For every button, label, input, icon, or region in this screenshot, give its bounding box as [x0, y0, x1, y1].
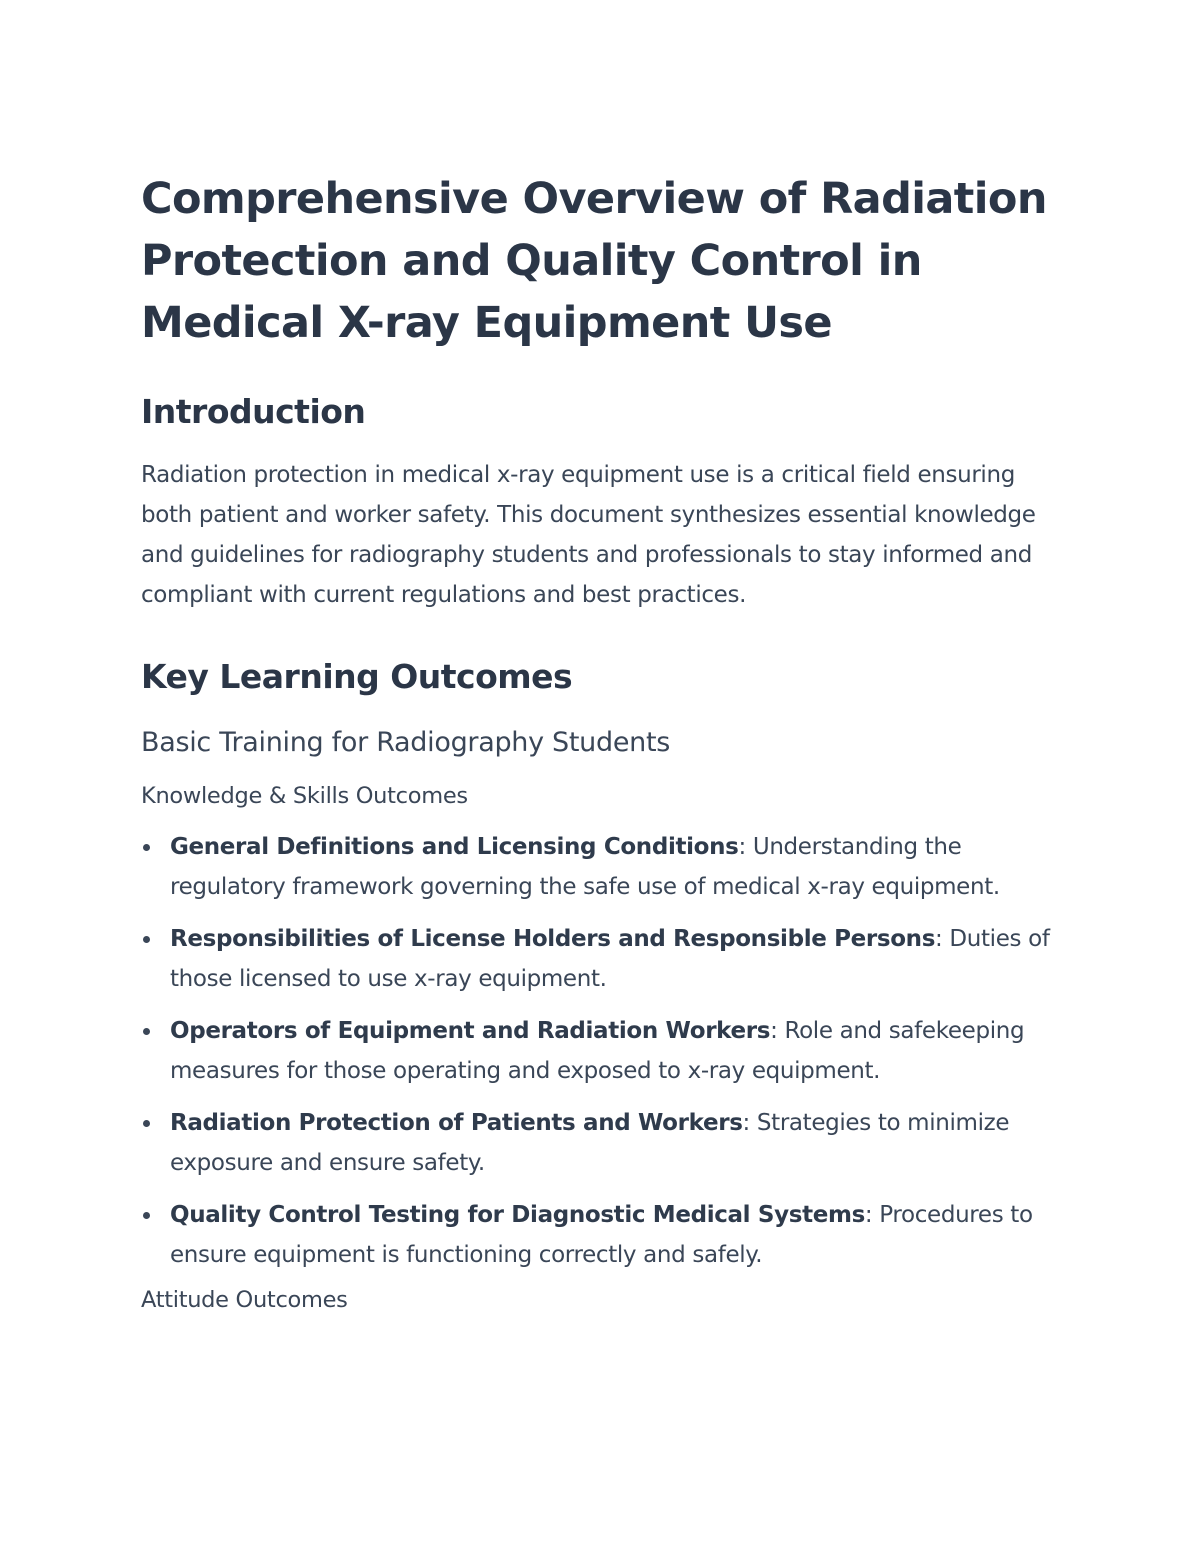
knowledge-skills-list — [141, 827, 1061, 1275]
list-item-term: Operators of Equipment and Radiation Workers — [170, 1018, 771, 1044]
list-item-term: Quality Control Testing for Diagnostic Medical Systems — [170, 1202, 865, 1228]
list-item-description: : Understanding the regulatory framework governing the safe use of medical x-ray equipment. — [170, 834, 1000, 900]
document-page — [141, 168, 1061, 1315]
list-item — [141, 919, 1061, 999]
list-item-description: : Duties of those licensed to use x-ray equipment. — [170, 926, 1050, 992]
list-item — [141, 827, 1061, 907]
list-item — [141, 1195, 1061, 1275]
list-item-description: : Strategies to minimize exposure and ensure safety. — [170, 1110, 1010, 1176]
basic-training-heading: Basic Training for Radiography Students — [141, 727, 671, 758]
knowledge-skills-heading: Knowledge & Skills Outcomes — [141, 783, 468, 809]
bullet-icon — [143, 1212, 150, 1219]
list-item-term: General Definitions and Licensing Conditions — [170, 834, 739, 860]
list-item-description: : Procedures to ensure equipment is functioning correctly and safely. — [170, 1202, 1033, 1268]
list-item — [141, 1011, 1061, 1091]
introduction-paragraph: Radiation protection in medical x-ray equipment use is a critical field ensuring both patient and worker safety. This document synthesizes essential knowledge and guidelines for radiography students and professionals to stay informed and compliant with current regulations and best practices. — [141, 462, 1036, 608]
attitude-heading: Attitude Outcomes — [141, 1287, 348, 1313]
bullet-icon — [143, 1028, 150, 1035]
bullet-icon — [143, 844, 150, 851]
key-learning-heading: Key Learning Outcomes — [141, 657, 573, 696]
list-item-term: Radiation Protection of Patients and Workers — [170, 1110, 743, 1136]
introduction-heading: Introduction — [141, 392, 366, 431]
list-item — [141, 1103, 1061, 1183]
bullet-icon — [143, 1120, 150, 1127]
list-item-term: Responsibilities of License Holders and Responsible Persons — [170, 926, 936, 952]
document-title: Comprehensive Overview of Radiation Protection and Quality Control in Medical X-ray Equipment Use — [141, 174, 1047, 348]
bullet-icon — [143, 936, 150, 943]
list-item-description: : Role and safekeeping measures for those operating and exposed to x-ray equipment. — [170, 1018, 1025, 1084]
